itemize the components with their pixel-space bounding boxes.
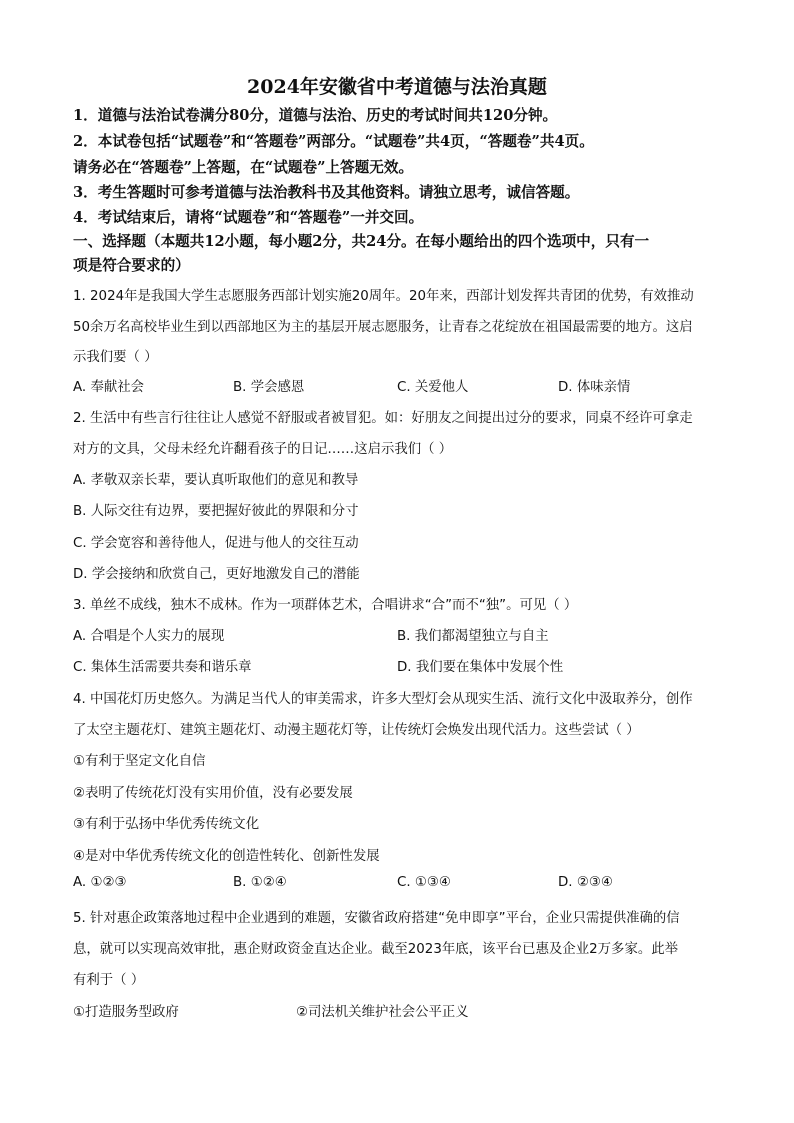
question-4-statement: ③有利于弘扬中华优秀传统文化 <box>73 817 260 832</box>
question-2-option-b[interactable]: B. 人际交往有边界，要把握好彼此的界限和分寸 <box>73 504 359 519</box>
question-3-option-b[interactable]: B. 我们都渴望独立与自主 <box>397 629 549 644</box>
instruction-4: 4．考试结束后，请将“试题卷”和“答题卷”一并交回。 <box>73 209 424 226</box>
question-2-line: 2. 生活中有些言行往往让人感觉不舒服或者被冒犯。如：好朋友之间提出过分的要求，同桌不经许可拿走 <box>73 411 693 426</box>
question-1-line: 示我们要（ ） <box>73 350 158 365</box>
question-2-option-a[interactable]: A. 孝敬双亲长辈，要认真听取他们的意见和教导 <box>73 473 359 488</box>
question-4-option-d[interactable]: D. ②③④ <box>558 875 613 890</box>
question-3-option-a[interactable]: A. 合唱是个人实力的展现 <box>73 629 225 644</box>
question-1-option-d[interactable]: D. 体味亲情 <box>558 380 631 395</box>
question-3-line: 3. 单丝不成线，独木不成林。作为一项群体艺术，合唱讲求“合”而不“独”。可见（ ） <box>73 598 578 613</box>
section-heading: 一、选择题（本题共12小题，每小题2分，共24分。在每小题给出的四个选项中，只有一 <box>73 233 650 250</box>
question-5-line: 有利于（ ） <box>73 973 145 988</box>
question-4-statement: ①有利于坚定文化自信 <box>73 754 206 769</box>
question-2-option-c[interactable]: C. 学会宽容和善待他人，促进与他人的交往互动 <box>73 536 359 551</box>
question-5-statement: ①打造服务型政府 <box>73 1005 179 1020</box>
instruction-2: 2．本试卷包括“试题卷”和“答题卷”两部分。“试题卷”共4页，“答题卷”共4页。 <box>73 133 594 150</box>
instruction-2-cont: 请务必在“答题卷”上答题，在“试题卷”上答题无效。 <box>73 159 414 176</box>
question-5-line: 息，就可以实现高效审批，惠企财政资金直达企业。截至2023年底，该平台已惠及企业2万多家。此举 <box>73 942 679 957</box>
question-4-option-c[interactable]: C. ①③④ <box>397 875 451 890</box>
question-4-option-a[interactable]: A. ①②③ <box>73 875 127 890</box>
page-title: 2024年安徽省中考道德与法治真题 <box>247 76 547 98</box>
question-2-option-d[interactable]: D. 学会接纳和欣赏自己，更好地激发自己的潜能 <box>73 567 360 582</box>
instruction-1: 1．道德与法治试卷满分80分，道德与法治、历史的考试时间共120分钟。 <box>73 107 558 124</box>
question-4-statement: ②表明了传统花灯没有实用价值，没有必要发展 <box>73 786 353 801</box>
question-1-option-b[interactable]: B. 学会感恩 <box>233 380 305 395</box>
question-4-option-b[interactable]: B. ①②④ <box>233 875 287 890</box>
question-3-option-c[interactable]: C. 集体生活需要共奏和谐乐章 <box>73 660 252 675</box>
question-1-line: 50余万名高校毕业生到以西部地区为主的基层开展志愿服务，让青春之花绽放在祖国最需要的地方。这启 <box>73 320 693 335</box>
question-1-option-c[interactable]: C. 关爱他人 <box>397 380 469 395</box>
question-5-line: 5. 针对惠企政策落地过程中企业遇到的难题，安徽省政府搭建“免申即享”平台，企业只需提供准确的信 <box>73 911 680 926</box>
question-2-line: 对方的文具，父母未经允许翻看孩子的日记……这启示我们（ ） <box>73 442 453 457</box>
question-4-statement: ④是对中华优秀传统文化的创造性转化、创新性发展 <box>73 849 380 864</box>
question-1-option-a[interactable]: A. 奉献社会 <box>73 380 144 395</box>
question-4-line: 4. 中国花灯历史悠久。为满足当代人的审美需求，许多大型灯会从现实生活、流行文化中汲取养分，创作 <box>73 692 693 707</box>
instruction-3: 3．考生答题时可参考道德与法治教科书及其他资料。请独立思考，诚信答题。 <box>73 184 580 201</box>
question-5-statement: ②司法机关维护社会公平正义 <box>296 1005 469 1020</box>
question-1-line: 1. 2024年是我国大学生志愿服务西部计划实施20周年。20年来，西部计划发挥共青团的优势，有效推动 <box>73 289 694 304</box>
question-4-line: 了太空主题花灯、建筑主题花灯、动漫主题花灯等，让传统灯会焕发出现代活力。这些尝试（ ） <box>73 723 640 738</box>
question-3-option-d[interactable]: D. 我们要在集体中发展个性 <box>397 660 564 675</box>
section-heading-cont: 项是符合要求的） <box>73 257 190 274</box>
